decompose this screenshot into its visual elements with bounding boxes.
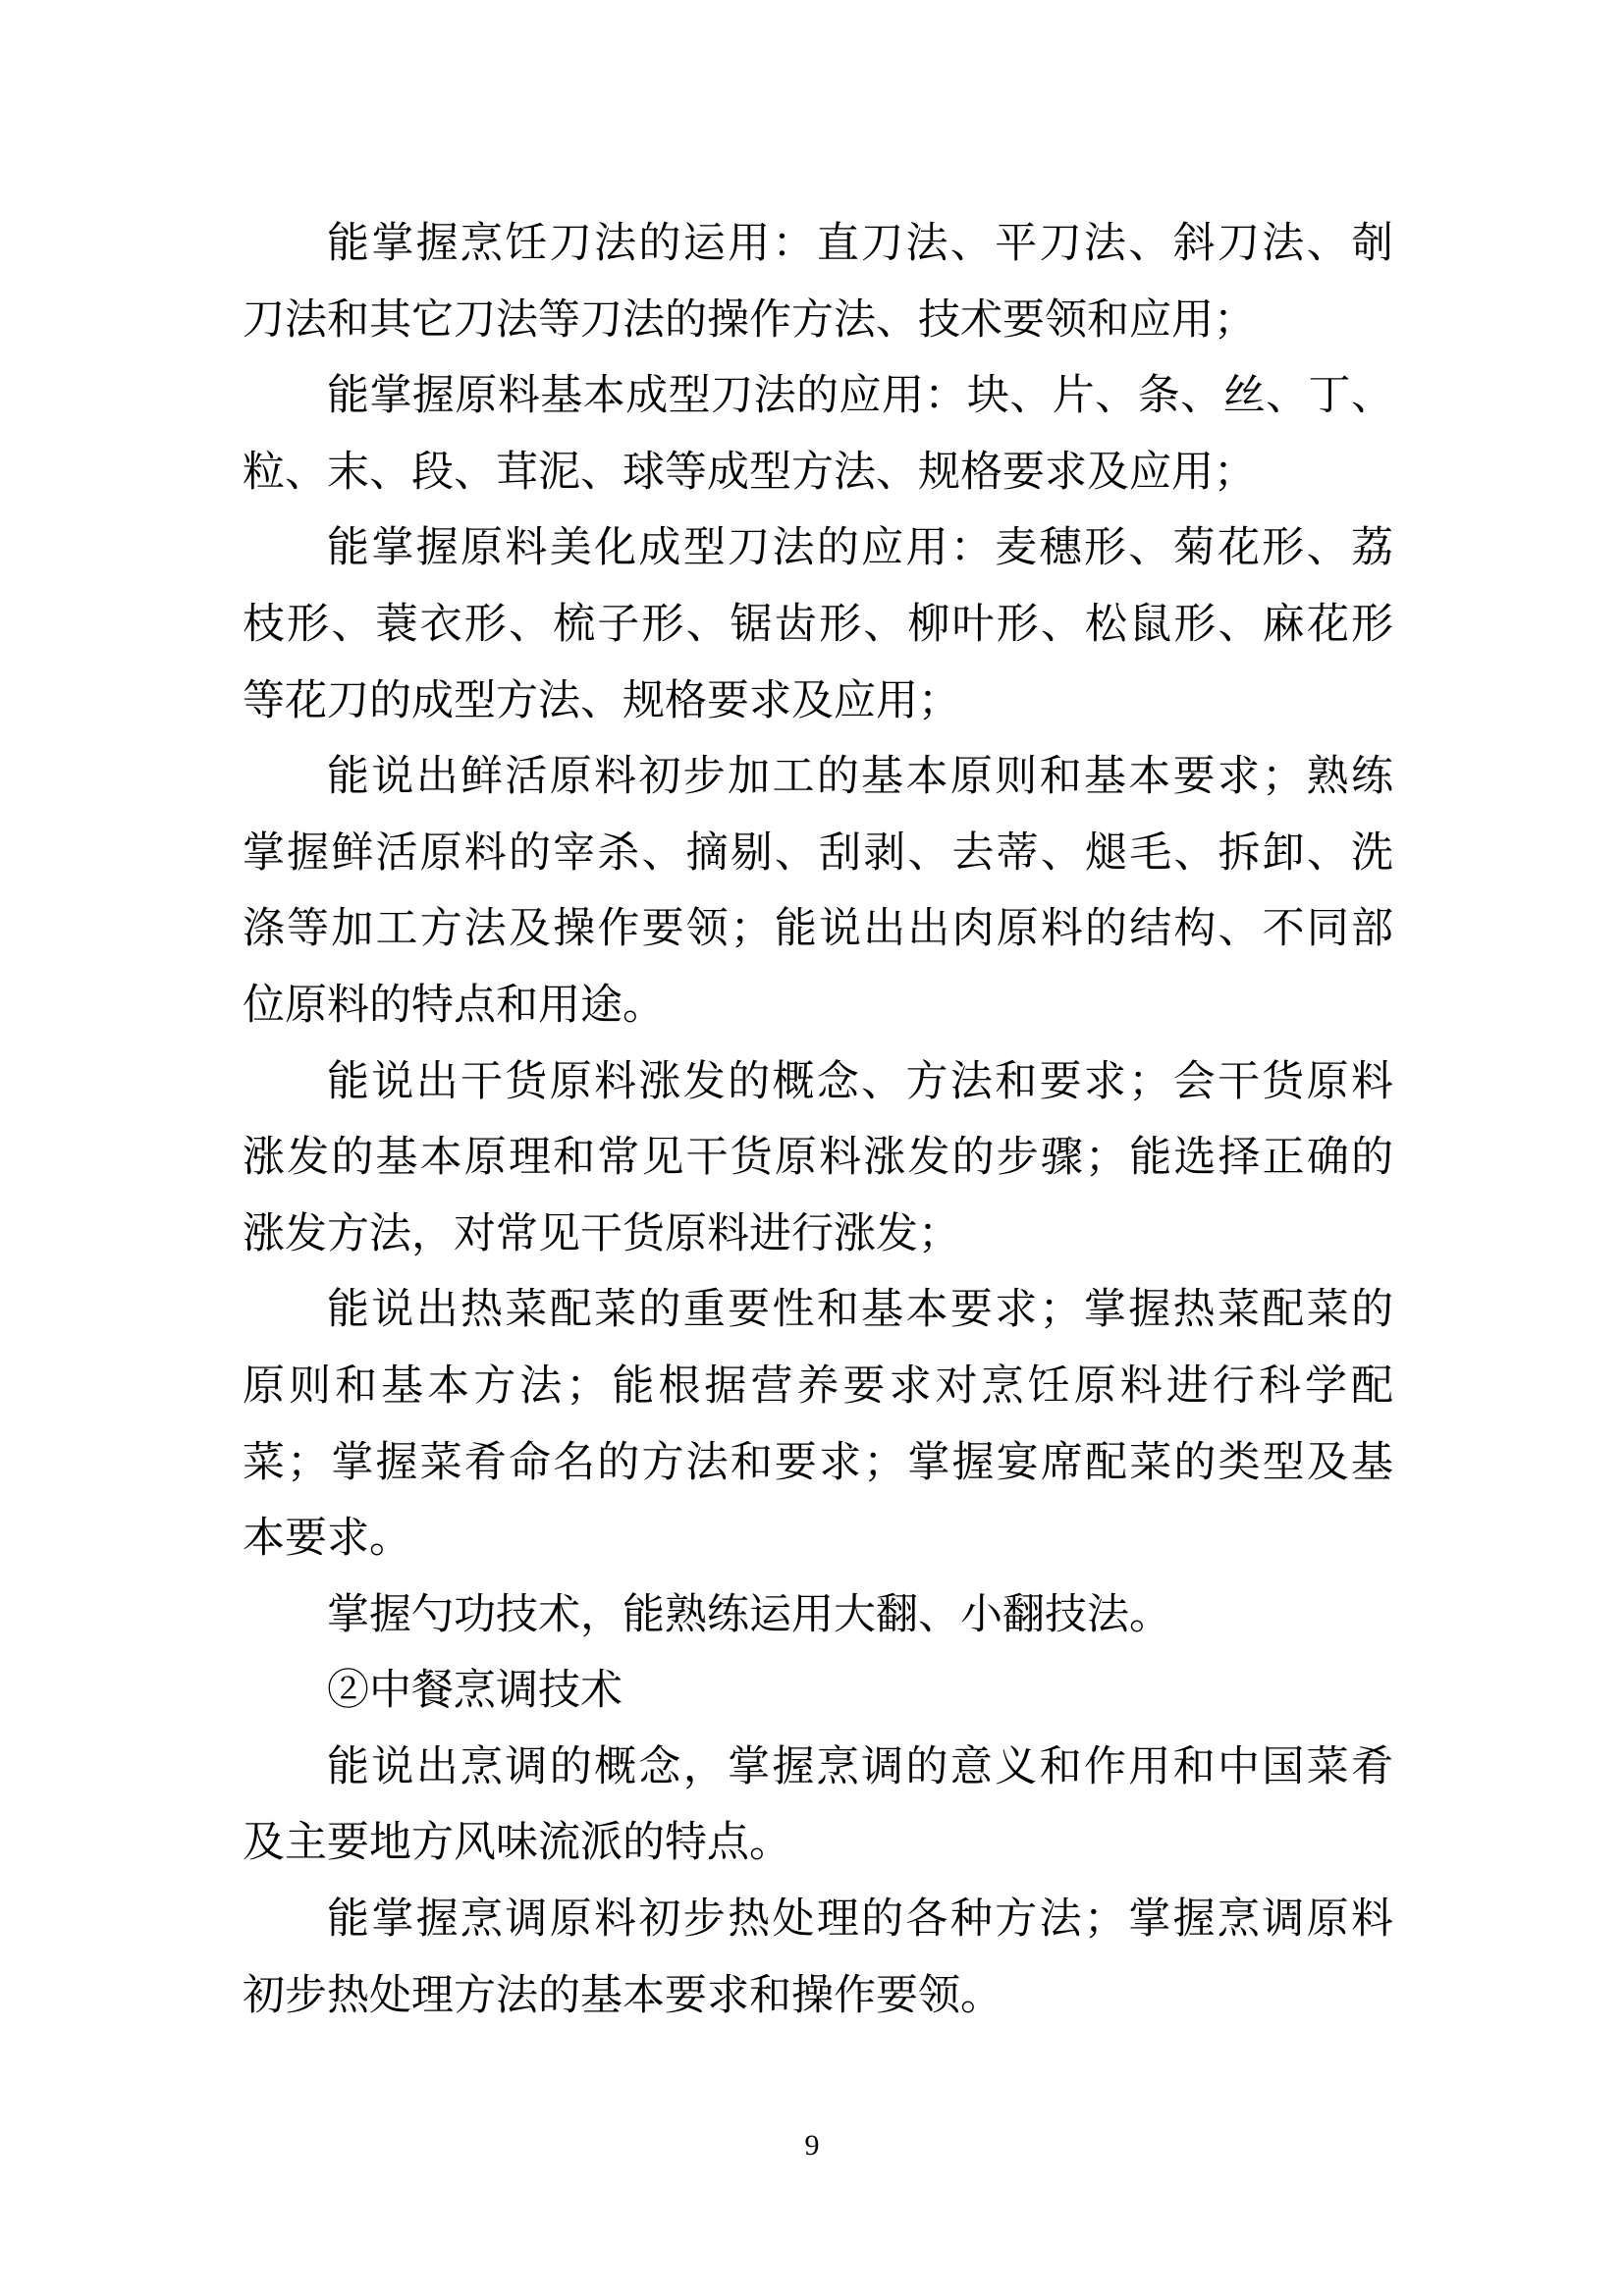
text-line: 涨发的基本原理和常见干货原料涨发的步骤；能选择正确的 (243, 1135, 1393, 1182)
page-footer (0, 2128, 1624, 2163)
text-line: 能说出鲜活原料初步加工的基本原则和基本要求；熟练 (327, 754, 1393, 801)
text-line: 能掌握烹饪刀法的运用：直刀法、平刀法、斜刀法、剞 (327, 221, 1393, 267)
text-line: 粒、末、段、茸泥、球等成型方法、规格要求及应用； (243, 449, 1256, 496)
page-number: 9 (804, 2129, 820, 2162)
text-line: 及主要地方风味流派的特点。 (243, 1820, 791, 1867)
text-line: 能说出干货原料涨发的概念、方法和要求；会干货原料 (327, 1058, 1393, 1105)
text-line: 能掌握原料美化成型刀法的应用：麦穗形、菊花形、荔 (327, 525, 1393, 572)
text-line: 涨发方法，对常见干货原料进行涨发； (243, 1210, 960, 1257)
text-line: 本要求。 (243, 1516, 411, 1563)
text-line: 刀法和其它刀法等刀法的操作方法、技术要领和应用； (243, 296, 1256, 344)
text-line: 枝形、蓑衣形、梳子形、锯齿形、柳叶形、松鼠形、麻花形 (243, 601, 1393, 648)
text-line: 涤等加工方法及操作要领；能说出出肉原料的结构、不同部 (243, 906, 1393, 953)
text-line: 原则和基本方法；能根据营养要求对烹饪原料进行科学配 (243, 1362, 1393, 1410)
text-line: 掌握勺功技术，能熟练运用大翻、小翻技法。 (327, 1591, 1171, 1638)
text-line: 能掌握原料基本成型刀法的应用：块、片、条、丝、丁、 (327, 373, 1393, 420)
document-text (243, 206, 1393, 2034)
text-line: 初步热处理方法的基本要求和操作要领。 (243, 1972, 1002, 2019)
text-line: 等花刀的成型方法、规格要求及应用； (243, 677, 960, 724)
text-line: 菜；掌握菜肴命名的方法和要求；掌握宴席配菜的类型及基 (243, 1439, 1393, 1486)
text-line: 掌握鲜活原料的宰杀、摘剔、刮剥、去蒂、煺毛、拆卸、洗 (243, 829, 1393, 877)
text-line: 能说出烹调的概念，掌握烹调的意义和作用和中国菜肴 (327, 1743, 1393, 1790)
text-line: 能掌握烹调原料初步热处理的各种方法；掌握烹调原料 (327, 1896, 1393, 1944)
text-line: ②中餐烹调技术 (327, 1668, 623, 1715)
text-line: 位原料的特点和用途。 (243, 982, 665, 1029)
text-line: 能说出热菜配菜的重要性和基本要求；掌握热菜配菜的 (327, 1287, 1393, 1334)
